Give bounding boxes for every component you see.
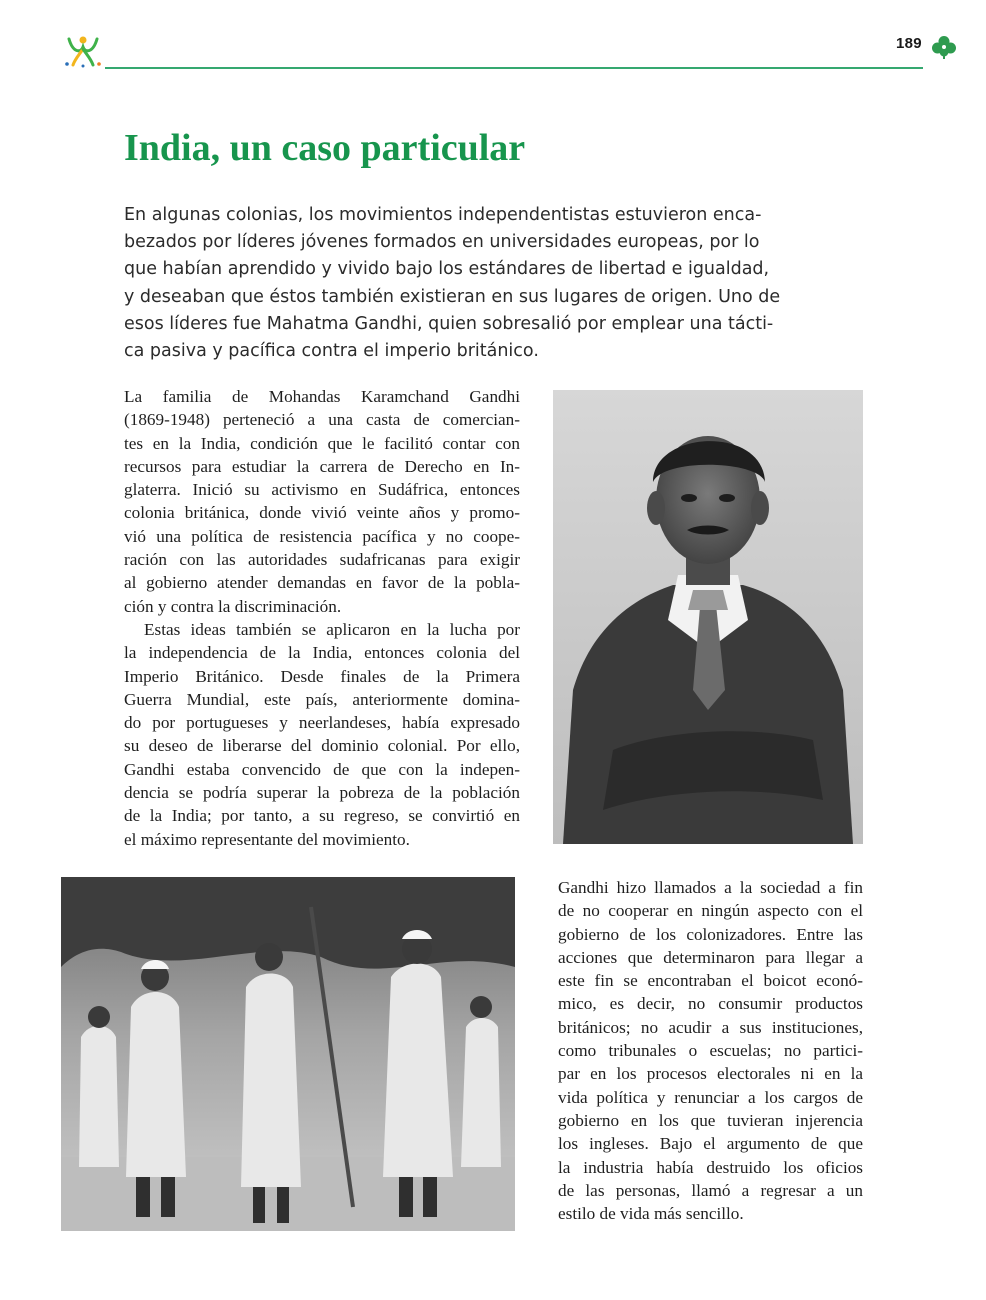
body-line: de la India; por tanto, a su regreso, se convirtió en — [124, 806, 520, 826]
body-line: ración con las autoridades sudafricanas para exigir — [124, 550, 520, 570]
body-line: colonia británica, donde vivió veinte años y promo- — [124, 503, 520, 523]
series-logo-icon — [61, 33, 105, 69]
side-line: como tribunales o escuelas; no partici- — [558, 1041, 863, 1061]
body-line: recursos para estudiar la carrera de Derecho en In- — [124, 456, 520, 476]
body-line: la independencia de la India, entonces colonia del — [124, 643, 520, 663]
page-title: India, un caso particular — [124, 127, 526, 169]
side-line: par en los procesos electorales ni en la — [558, 1064, 863, 1084]
body-line: do por portugueses y neerlandeses, había expresado — [124, 713, 520, 733]
march-illustration — [61, 877, 515, 1231]
clover-icon — [930, 35, 958, 59]
page-number: 189 — [896, 35, 922, 52]
side-line: gobierno en los que tuvieran injerencia — [558, 1110, 863, 1130]
body-line: tes en la India, condición que le facilitó contar con — [124, 433, 520, 453]
side-line: gobierno de los colonizadores. Entre las — [558, 924, 863, 944]
side-line: mico, es decir, no consumir productos — [558, 994, 863, 1014]
body-line: Guerra Mundial, este país, anteriormente domina- — [124, 689, 520, 709]
side-line: los ingleses. Bajo el argumento de que — [558, 1134, 863, 1154]
intro-line: y deseaban que éstos también existieran en sus lugares de origen. Uno de — [124, 286, 781, 307]
body-line: vió una política de resistencia pacífica y no coope- — [124, 526, 520, 546]
side-line: Gandhi hizo llamados a la sociedad a fin — [558, 878, 863, 897]
body-column — [124, 385, 520, 851]
march-photo — [61, 877, 515, 1231]
body-line: al gobierno atender demandas en favor de la pobla- — [124, 573, 520, 593]
side-line: de no cooperar en ningún aspecto con el — [558, 901, 863, 921]
intro-line: bezados por líderes jóvenes formados en universidades europeas, por lo — [124, 232, 760, 253]
body-line: el máximo representante del movimiento. — [124, 829, 410, 849]
portrait-photo — [553, 390, 863, 844]
body-line: Imperio Británico. Desde finales de la Primera — [124, 666, 520, 686]
intro-line: que habían aprendido y vivido bajo los estándares de libertad e igualdad, — [124, 259, 770, 280]
side-line: este fin se encontraban el boicot econó- — [558, 971, 863, 991]
side-line: vida política y renunciar a los cargos de — [558, 1087, 863, 1107]
intro-line: esos líderes fue Mahatma Gandhi, quien sobresalió por emplear una tácti- — [124, 313, 774, 334]
body-line: La familia de Mohandas Karamchand Gandhi — [124, 387, 520, 406]
intro-line: En algunas colonias, los movimientos independentistas estuvieron enca- — [124, 205, 762, 225]
side-line: estilo de vida más sencillo. — [558, 1204, 744, 1224]
body-line: Gandhi estaba convencido de que con la indepen- — [124, 759, 520, 779]
body-line: glaterra. Inició su activismo en Sudáfrica, entonces — [124, 480, 520, 500]
portrait-illustration — [553, 390, 863, 844]
side-line: británicos; no acudir a sus instituciones, — [558, 1017, 863, 1037]
body-line: ción y contra la discriminación. — [124, 596, 342, 616]
side-line: la industria había destruido los oficios — [558, 1157, 863, 1177]
body-line: Estas ideas también se aplicaron en la lucha por — [144, 619, 520, 639]
intro-paragraph — [124, 202, 781, 365]
side-line: acciones que determinaron para llegar a — [558, 947, 863, 967]
header-rule — [105, 67, 923, 69]
intro-line: ca pasiva y pacífica contra el imperio británico. — [124, 341, 539, 362]
body-line: su deseo de liberarse del dominio colonial. Por ello, — [124, 736, 520, 756]
side-line: de las personas, llamó a regresar a un — [558, 1180, 863, 1200]
body-line: (1869-1948) perteneció a una casta de comercian- — [124, 410, 520, 430]
side-column — [558, 876, 863, 1225]
body-line: dencia se podría superar la pobreza de la población — [124, 783, 520, 803]
